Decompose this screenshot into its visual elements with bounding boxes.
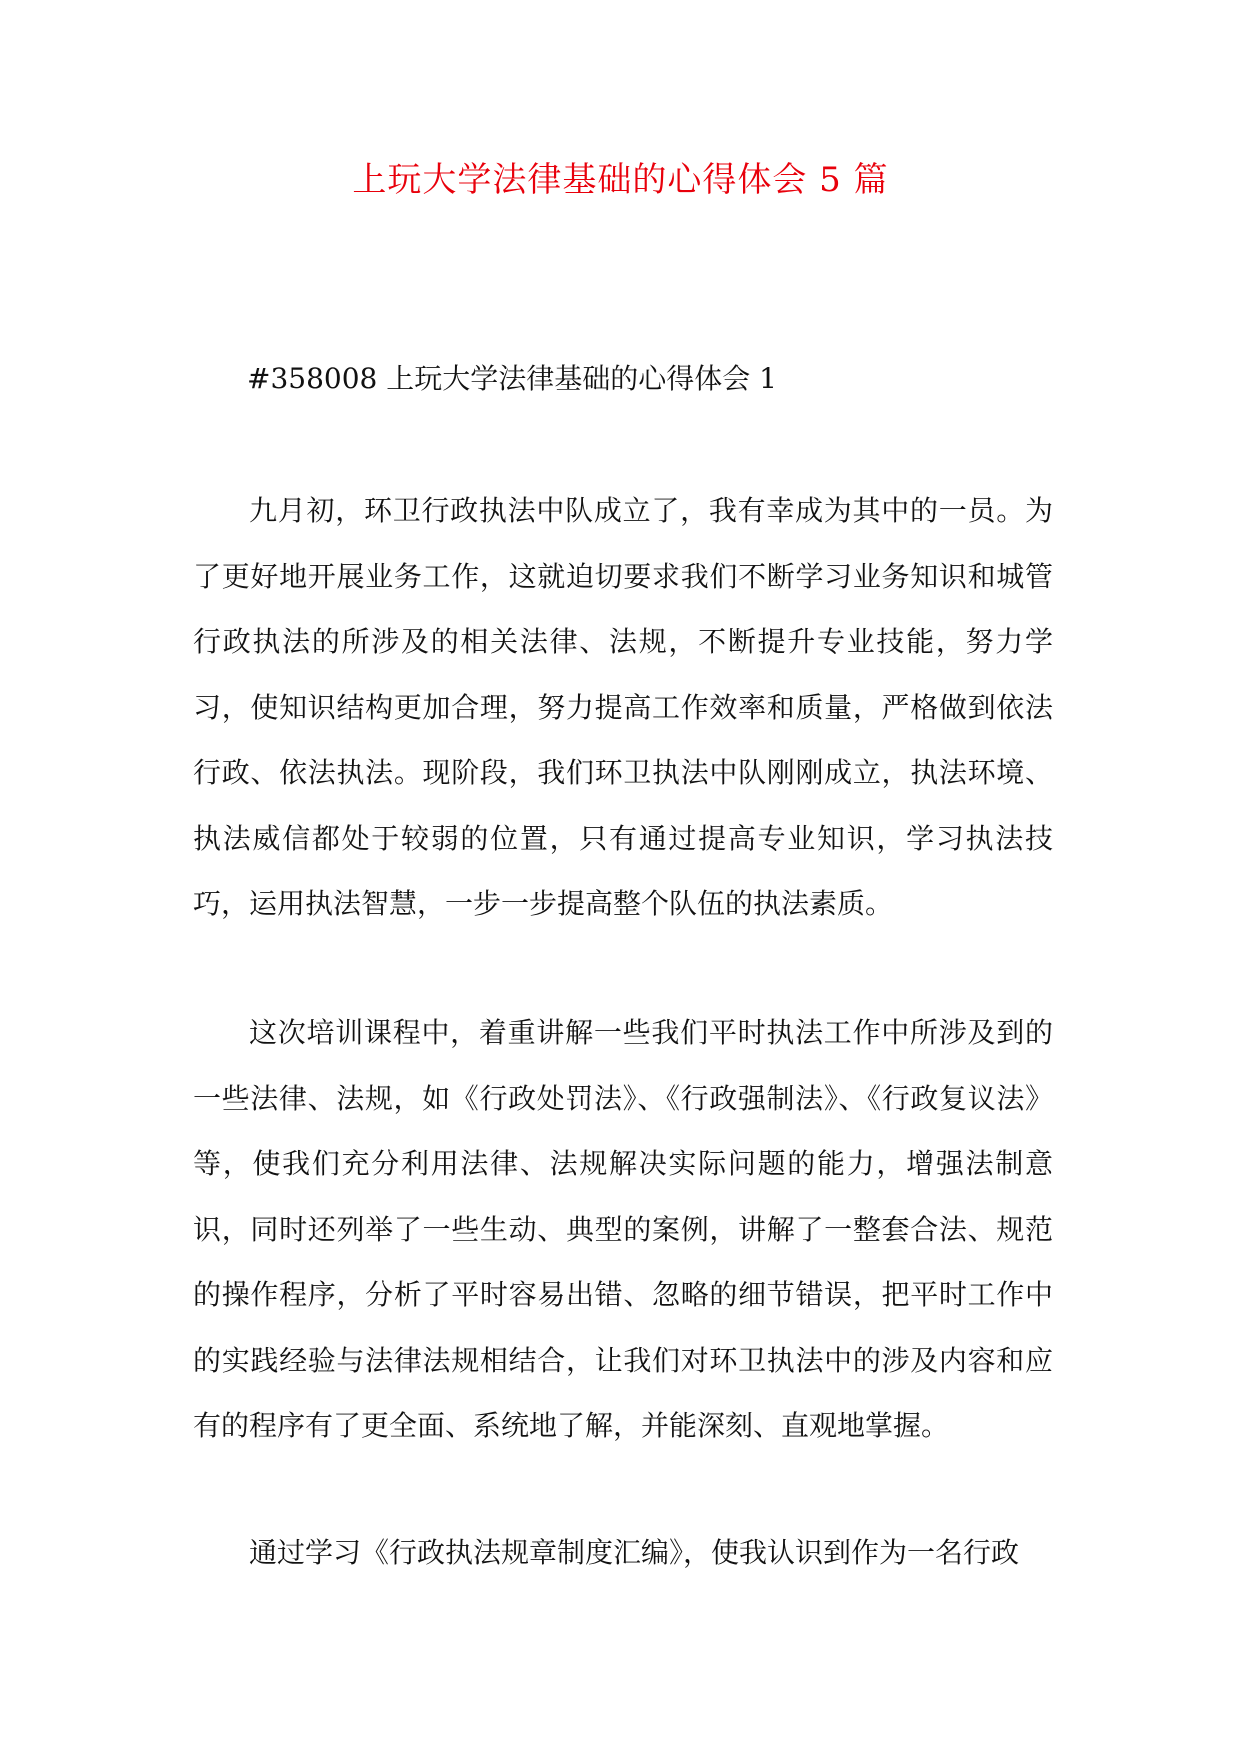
paragraph-2: 这次培训课程中，着重讲解一些我们平时执法工作中所涉及到的一些法律、法规，如《行政处罚法》、《行政强制法》、《行政复议法》等，使我们充分利用法律、法规解决实际问题的能力，增强法制意识，同时还列举了一些生动、典型的案例，讲解了一整套合法、规范的操作程序，分析了平时容易出错、忽略的细节错误，把平时工作中的实践经验与法律法规相结合，让我们对环卫执法中的涉及内容和应有的程序有了更全面、系统地了解，并能深刻、直观地掌握。 <box>193 1016 1053 1442</box>
paragraph-3: 通过学习《行政执法规章制度汇编》，使我认识到作为一名行政 <box>249 1536 1020 1569</box>
paragraph-1: 九月初，环卫行政执法中队成立了，我有幸成为其中的一员。为了更好地开展业务工作，这就迫切要求我们不断学习业务知识和城管行政执法的所涉及的相关法律、法规，不断提升专业技能，努力学习，使知识结构更加合理，努力提高工作效率和质量，严格做到依法行政、依法执法。现阶段，我们环卫执法中队刚刚成立，执法环境、执法威信都处于较弱的位置，只有通过提高专业知识，学习执法技巧，运用执法智慧，一步一步提高整个队伍的执法素质。 <box>193 494 1053 920</box>
section-heading: #358008 上玩大学法律基础的心得体会 1 <box>247 362 777 395</box>
document-title: 上玩大学法律基础的心得体会 5 篇 <box>352 160 889 200</box>
